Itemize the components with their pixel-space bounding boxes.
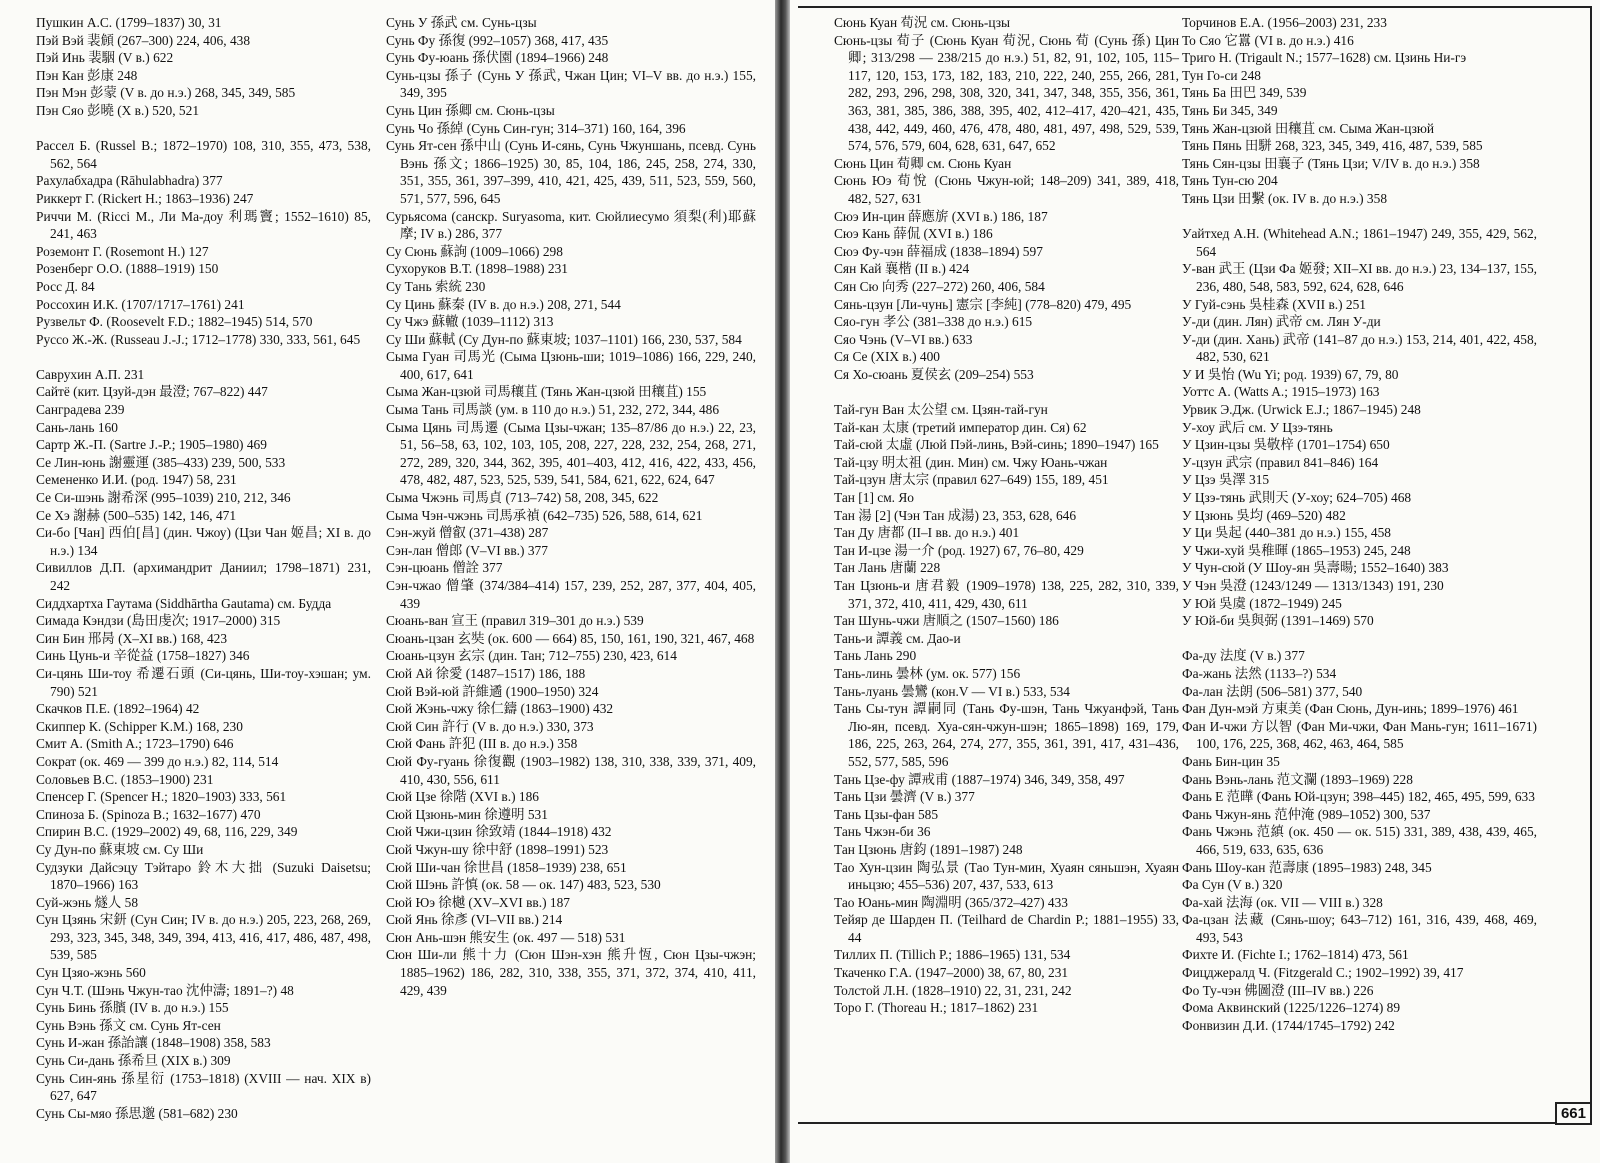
index-entry: Фань Вэнь-лань 范文瀾 (1893–1969) 228 <box>1182 771 1413 787</box>
index-entry: Соловьев В.С. (1853–1900) 231 <box>36 771 214 787</box>
index-entry: Фа-цзан 法藏 (Сянь-шоу; 643–712) 161, 316, 439, 468, 469, 493, 543 <box>1182 912 1537 945</box>
index-entry: Сиддхартха Гаутама (Siddhārtha Gautama) см. Будда <box>36 595 332 611</box>
index-entry: У Гуй-сэнь 吳桂森 (XVII в.) 251 <box>1182 296 1367 312</box>
index-entry: Сайтё (кит. Цзуй-дэн 最澄; 767–822) 447 <box>36 384 268 400</box>
index-entry: У Цзэ 吳澤 315 <box>1182 472 1270 488</box>
index-entry: Фа-жань 法然 (1133–?) 534 <box>1182 665 1337 681</box>
index-entry: Скиппер К. (Schipper K.M.) 168, 230 <box>36 718 243 734</box>
page-number: 661 <box>1555 1102 1592 1125</box>
index-column <box>36 14 371 1122</box>
index-entry: Ткаченко Г.А. (1947–2000) 38, 67, 80, 231 <box>834 965 1069 981</box>
index-entry: Сюй Цзе 徐階 (XVI в.) 186 <box>386 789 539 805</box>
index-column <box>1182 14 1537 1034</box>
index-entry: Се Лин-юнь 謝靈運 (385–433) 239, 500, 533 <box>36 454 286 470</box>
index-entry: Тань-луань 曇鸞 (кон.V — VI в.) 533, 534 <box>834 683 1071 699</box>
index-entry: Тай-кан 太康 (третий император дин. Ся) 62 <box>834 419 1087 435</box>
index-entry: Фань Е 范曄 (Фань Юй-цзун; 398–445) 182, 465, 495, 599, 633 <box>1182 789 1535 805</box>
index-entry: Тянь Тун-сю 204 <box>1182 173 1278 189</box>
index-entry: Рахулабхадра (Rāhulabhadra) 377 <box>36 173 223 189</box>
index-entry: Тань-и 譚義 см. Дао-и <box>834 630 961 646</box>
index-entry: Саврухин А.П. 231 <box>36 366 145 382</box>
index-entry: У Чэн 吳澄 (1243/1249 — 1313/1343) 191, 230 <box>1182 578 1444 593</box>
index-entry: Рассел Б. (Russel B.; 1872–1970) 108, 310, 355, 473, 538, 562, 564 <box>36 138 371 171</box>
index-entry: Фань Бин-цин 35 <box>1182 753 1280 769</box>
index-entry: Тань Сы-тун 譚嗣同 (Тань Фу-шэн, Тань Чжуанфэй, Тань Лю-ян, псевд. Хуа-сян-чжун-шэн; 1865–1898) 169, 179, 186, 225, 263, 264, 274, 277, 355, 361, 391, 417, 431–436, 552, 577, 585, 596 <box>834 701 1179 769</box>
index-entry: Фан Дун-мэй 方東美 (Фан Сюнь, Дун-инь; 1899–1976) 461 <box>1182 701 1519 717</box>
index-entry: Фань Шоу-кан 范壽康 (1895–1983) 248, 345 <box>1182 859 1432 875</box>
index-entry: Рузвельт Ф. (Roosevelt F.D.; 1882–1945) 514, 570 <box>36 314 313 330</box>
index-entry: У-ди (дин. Лян) 武帝 см. Лян У-ди <box>1182 314 1381 330</box>
index-entry: Сэн-чжао 僧肇 (374/384–414) 157, 239, 252, 287, 377, 404, 405, 439 <box>386 578 756 611</box>
index-entry: У-ван 武王 (Цзи Фа 姬發; XII–XI вв. до н.э.) 23, 134–137, 155, 236, 480, 548, 583, 592, 624, 628, 646 <box>1182 261 1537 294</box>
index-entry: У Цзин-цзы 吳敬梓 (1701–1754) 650 <box>1182 437 1390 453</box>
index-entry: Тань Цзы-фан 585 <box>834 806 939 822</box>
index-entry: Тянь Сян-цзы 田襄子 (Тянь Цзи; V/IV в. до н.э.) 358 <box>1182 155 1480 171</box>
index-entry: Тун Го-си 248 <box>1182 67 1261 83</box>
index-entry: Судзуки Дайсэцу Тэйтаро 鈴木大拙 (Suzuki Daisetsu; 1870–1966) 163 <box>36 859 371 893</box>
index-entry: Су Дун-по 蘇東坡 см. Су Ши <box>36 841 204 857</box>
index-entry: Фа Сун (V в.) 320 <box>1182 877 1283 893</box>
index-column <box>386 14 756 999</box>
index-entry: Сюань-цзан 玄奘 (ок. 600 — 664) 85, 150, 161, 190, 321, 467, 468 <box>386 630 755 646</box>
index-entry: У Цзюнь 吳均 (469–520) 482 <box>1182 507 1346 523</box>
index-entry: Сартр Ж.-П. (Sartre J.-P.; 1905–1980) 469 <box>36 437 267 453</box>
index-entry: Сюй Фу-гуань 徐復觀 (1903–1982) 138, 310, 338, 339, 371, 409, 410, 430, 556, 611 <box>386 753 756 787</box>
index-entry: Тянь Пянь 田駢 268, 323, 345, 349, 416, 487, 539, 585 <box>1182 138 1483 154</box>
index-entry: Пэн Мэн 彭蒙 (V в. до н.э.) 268, 345, 349, 585 <box>36 85 296 101</box>
index-entry: Сань-лань 160 <box>36 419 118 435</box>
index-entry: Тан [1] см. Яо <box>834 490 915 506</box>
index-entry: Толстой Л.Н. (1828–1910) 22, 31, 231, 242 <box>834 982 1072 998</box>
index-entry: Сивиллов Д.П. (архимандрит Даниил; 1798–1871) 231, 242 <box>36 560 371 593</box>
index-entry: Сюй Чжун-шу 徐中舒 (1898–1991) 523 <box>386 841 609 857</box>
index-entry: У Юй 吳虞 (1872–1949) 245 <box>1182 595 1342 611</box>
index-entry: Сюэ Ин-цин 薛應旂 (XVI в.) 186, 187 <box>834 208 1048 224</box>
index-entry: Спиноза Б. (Spinoza B.; 1632–1677) 470 <box>36 806 261 822</box>
index-entry: Урвик Э.Дж. (Urwick E.J.; 1867–1945) 248 <box>1182 402 1421 418</box>
index-entry: Сюй Юэ 徐樾 (XV–XVI вв.) 187 <box>386 894 570 910</box>
index-entry: То Сяо 它囂 (VI в. до н.э.) 416 <box>1182 32 1354 48</box>
index-entry: Сянь-цзун [Ли-чунь] 憲宗 [李純] (778–820) 479, 495 <box>834 296 1132 312</box>
index-entry: Розенберг О.О. (1888–1919) 150 <box>36 261 219 277</box>
index-entry: Сурьясома (санскр. Suryasoma, кит. Сюйлиесумо 須梨(利)耶蘇摩; IV в.) 286, 377 <box>386 208 756 242</box>
index-entry: Сыма Чжэнь 司馬貞 (713–742) 58, 208, 345, 622 <box>386 490 659 506</box>
letter-section-gap <box>36 348 371 366</box>
index-entry: Тань Цзе-фу 譚戒甫 (1887–1974) 346, 349, 358, 497 <box>834 771 1125 787</box>
index-entry: Тань Чжэн-би 36 <box>834 824 931 840</box>
index-entry: Фонвизин Д.И. (1744/1745–1792) 242 <box>1182 1017 1395 1033</box>
index-entry: Сунь У 孫武 см. Сунь-цзы <box>386 15 537 30</box>
index-entry: Пэй Вэй 裴頠 (267–300) 224, 406, 438 <box>36 32 251 48</box>
left-page <box>0 0 775 1163</box>
index-entry: Се Хэ 謝赫 (500–535) 142, 146, 471 <box>36 507 237 523</box>
index-entry: Тан И-цзе 湯一介 (род. 1927) 67, 76–80, 429 <box>834 542 1084 558</box>
letter-section-gap <box>1182 630 1537 648</box>
index-entry: Сэн-жуй 僧叡 (371–438) 287 <box>386 525 549 541</box>
index-entry: Сюань-ван 宣王 (правил 319–301 до н.э.) 539 <box>386 613 644 629</box>
index-entry: Санградева 239 <box>36 402 125 418</box>
index-entry: Сунь Ят-сен 孫中山 (Сунь И-сянь, Сунь Чжуншань, псевд. Сунь Вэнь 孫文; 1866–1925) 30, 85, 104, 186, 245, 258, 274, 330, 351, 355, 361, 397–399, 410, 421, 425, 439, 511, 523, 559, 560, 571, 577, 596, 645 <box>386 138 756 206</box>
index-entry: Сян Сю 向秀 (227–272) 260, 406, 584 <box>834 278 1045 294</box>
index-entry: Сюэ Кань 薛侃 (XVI в.) 186 <box>834 226 993 242</box>
index-entry: Ся Се (XIX в.) 400 <box>834 349 940 365</box>
index-entry: Тай-цзу 明太祖 (дин. Мин) см. Чжу Юань-чжан <box>834 454 1108 470</box>
index-entry: Тан Цзюнь-и 唐君毅 (1909–1978) 138, 225, 282, 310, 339, 371, 372, 410, 411, 429, 430, 611 <box>834 578 1179 611</box>
index-entry: У Чун-сюй (У Шоу-ян 吳壽暘; 1552–1640) 383 <box>1182 560 1449 576</box>
index-entry: Ся Хо-сюань 夏侯玄 (209–254) 553 <box>834 366 1034 382</box>
index-entry: Сяо-гун 孝公 (381–338 до н.э.) 615 <box>834 314 1033 330</box>
right-page <box>790 0 1600 1163</box>
index-entry: Сюн Ши-ли 熊十力 (Сюн Шэн-хэн 熊升恆, Сюн Цзы-чжэн; 1885–1962) 186, 282, 310, 338, 355, 371, 372, 374, 410, 411, 429, 439 <box>386 947 756 998</box>
index-entry: Си-цянь Ши-тоу 希遷石頭 (Си-цянь, Ши-тоу-хэшан; ум. 790) 521 <box>36 665 371 699</box>
index-entry: Сунь-цзы 孫子 (Сунь У 孫武, Чжан Цин; VI–V вв. до н.э.) 155, 349, 395 <box>386 67 756 101</box>
index-entry: Тай-гун Ван 太公望 см. Цзян-тай-гун <box>834 402 1048 418</box>
index-entry: Сухоруков В.Т. (1898–1988) 231 <box>386 261 569 277</box>
index-entry: Триго Н. (Trigault N.; 1577–1628) см. Цзинь Ни-гэ <box>1182 50 1467 66</box>
index-entry: Спирин В.С. (1929–2002) 49, 68, 116, 229, 349 <box>36 824 298 840</box>
index-entry: Сюй Жэнь-чжу 徐仁鑄 (1863–1900) 432 <box>386 701 614 717</box>
index-entry: Суй-жэнь 燧人 58 <box>36 894 139 910</box>
index-entry: Сыма Тань 司馬談 (ум. в 110 до н.э.) 51, 232, 272, 344, 486 <box>386 402 720 418</box>
index-entry: Сыма Цянь 司馬遷 (Сыма Цзы-чжан; 135–87/86 до н.э.) 22, 23, 51, 56–58, 63, 102, 103, 105, 208, 227, 228, 232, 254, 268, 271, 272, 289, 320, 344, 362, 395, 401–403, 412, 416, 422, 433, 456, 478, 482, 487, 523, 525, 539, 541, 584, 621, 622, 624, 647 <box>386 419 756 488</box>
index-entry: У И 吳怡 (Wu Yi; род. 1939) 67, 79, 80 <box>1182 366 1399 382</box>
index-entry: У Чжи-хуй 吳稚暉 (1865–1953) 245, 248 <box>1182 542 1411 558</box>
index-entry: Су Цинь 蘇秦 (IV в. до н.э.) 208, 271, 544 <box>386 296 621 312</box>
index-entry: Уоттс А. (Watts A.; 1915–1973) 163 <box>1182 384 1380 400</box>
index-entry: Сюй Ай 徐愛 (1487–1517) 186, 188 <box>386 665 586 681</box>
index-entry: Тай-сюй 太虛 (Люй Пэй-линь, Вэй-синь; 1890–1947) 165 <box>834 437 1159 453</box>
index-entry: Сюй Фань 許犯 (III в. до н.э.) 358 <box>386 736 578 752</box>
index-entry: Сэн-цюань 僧詮 377 <box>386 560 503 576</box>
index-entry: Сюнь Куан 荀況 см. Сюнь-цзы <box>834 15 1010 30</box>
index-entry: Россохин И.К. (1707/1717–1761) 241 <box>36 296 245 312</box>
index-entry: Сунь Фу-юань 孫伏園 (1894–1966) 248 <box>386 50 609 66</box>
index-entry: Уайтхед А.Н. (Whitehead A.N.; 1861–1947) 249, 355, 429, 562, 564 <box>1182 226 1537 259</box>
index-entry: Тао Юань-мин 陶淵明 (365/372–427) 433 <box>834 894 1068 910</box>
index-entry: Фихте И. (Fichte I.; 1762–1814) 473, 561 <box>1182 947 1409 963</box>
index-entry: Пэн Сяо 彭曉 (X в.) 520, 521 <box>36 102 200 118</box>
index-entry: Сюй Вэй-юй 許維遹 (1900–1950) 324 <box>386 683 599 699</box>
index-entry: Сэн-лан 僧郎 (V–VI вв.) 377 <box>386 542 548 558</box>
index-entry: Сунь И-жан 孫詒讓 (1848–1908) 358, 583 <box>36 1035 271 1051</box>
index-entry: Сунь Вэнь 孫文 см. Сунь Ят-сен <box>36 1017 221 1033</box>
index-entry: Фа-хай 法海 (ок. VII — VIII в.) 328 <box>1182 894 1383 910</box>
index-entry: Сюй Цзюнь-мин 徐遵明 531 <box>386 806 548 822</box>
index-entry: Сюань-цзун 玄宗 (дин. Тан; 712–755) 230, 423, 614 <box>386 648 677 664</box>
index-entry: Сюй Син 許行 (V в. до н.э.) 330, 373 <box>386 718 594 734</box>
index-entry: Сыма Жан-цзюй 司馬穰苴 (Тянь Жан-цзюй 田穰苴) 155 <box>386 384 707 400</box>
index-entry: Су Ши 蘇軾 (Су Дун-по 蘇東坡; 1037–1101) 166, 230, 537, 584 <box>386 331 742 347</box>
index-entry: Тан Цзюнь 唐鈞 (1891–1987) 248 <box>834 841 1023 857</box>
index-entry: Сунь Цин 孫卿 см. Сюнь-цзы <box>386 102 555 118</box>
index-entry: Тао Хун-цзин 陶弘景 (Тао Тун-мин, Хуаян сяньшэн, Хуаян иньцзю; 455–536) 207, 437, 533, 613 <box>834 859 1179 893</box>
book-gutter <box>775 0 790 1163</box>
index-entry: Фа-лан 法朗 (506–581) 377, 540 <box>1182 683 1363 699</box>
index-entry: Роземонт Г. (Rosemont H.) 127 <box>36 243 209 259</box>
letter-section-gap <box>834 383 1179 401</box>
index-entry: Сунь Сы-мяо 孫思邈 (581–682) 230 <box>36 1105 238 1121</box>
index-entry: Тань-линь 曇林 (ум. ок. 577) 156 <box>834 665 1021 681</box>
index-entry: Сян Кай 襄楷 (II в.) 424 <box>834 261 970 277</box>
index-entry: Риккерт Г. (Rickert H.; 1863–1936) 247 <box>36 190 254 206</box>
index-entry: Тань Лань 290 <box>834 648 917 664</box>
index-entry: Пэн Кан 彭康 248 <box>36 67 138 83</box>
index-entry: Фа-ду 法度 (V в.) 377 <box>1182 648 1305 664</box>
index-entry: Сун Цзяо-жэнь 560 <box>36 965 146 981</box>
index-entry: Сунь Син-янь 孫星衍 (1753–1818) (XVIII — нач. XIX в) 627, 647 <box>36 1070 371 1104</box>
index-entry: Тан 湯 [2] (Чэн Тан 成湯) 23, 353, 628, 646 <box>834 507 1077 523</box>
index-entry: Су Тань 索統 230 <box>386 278 486 294</box>
index-entry: Сыма Чэн-чжэнь 司馬承禎 (642–735) 526, 588, 614, 621 <box>386 507 703 523</box>
index-entry: Тиллих П. (Tillich P.; 1886–1965) 131, 534 <box>834 947 1071 963</box>
index-entry: Сюэ Фу-чэн 薛福成 (1838–1894) 597 <box>834 243 1043 259</box>
index-entry: Торо Г. (Thoreau H.; 1817–1862) 231 <box>834 1000 1039 1016</box>
index-entry: Сократ (ок. 469 — 399 до н.э.) 82, 114, 514 <box>36 753 279 769</box>
index-entry: Пэй Инь 裴駰 (V в.) 622 <box>36 50 174 66</box>
index-entry: Фань Чжэнь 范縝 (ок. 450 — ок. 515) 331, 389, 438, 439, 465, 466, 519, 633, 635, 636 <box>1182 824 1537 857</box>
index-entry: Фо Ту-чэн 佛圖澄 (III–IV вв.) 226 <box>1182 982 1374 998</box>
index-entry: Сяо Чэнь (V–VI вв.) 633 <box>834 331 973 347</box>
index-entry: Тянь Жан-цзюй 田穰苴 см. Сыма Жан-цзюй <box>1182 120 1435 136</box>
index-entry: Су Сюнь 蘇詢 (1009–1066) 298 <box>386 243 563 259</box>
index-entry: Тан Шунь-чжи 唐順之 (1507–1560) 186 <box>834 613 1059 629</box>
index-entry: Сюй Чжи-цзин 徐致靖 (1844–1918) 432 <box>386 824 612 840</box>
index-entry: Тянь Ба 田巴 349, 539 <box>1182 85 1307 101</box>
index-entry: Сунь Фу 孫復 (992–1057) 368, 417, 435 <box>386 32 609 48</box>
index-entry: Фан И-чжи 方以智 (Фан Ми-чжи, Фан Мань-гун; 1611–1671) 100, 176, 225, 368, 462, 463, 464, 585 <box>1182 718 1537 752</box>
letter-section-gap <box>1182 208 1537 226</box>
index-entry: Сун Цзянь 宋鈃 (Сун Син; IV в. до н.э.) 205, 223, 268, 269, 293, 323, 345, 348, 349, 394, 413, 416, 417, 486, 487, 498, 539, 585 <box>36 912 371 963</box>
index-entry: Фань Чжун-янь 范仲淹 (989–1052) 300, 537 <box>1182 806 1431 822</box>
index-entry: Тянь Цзи 田繫 (ок. IV в. до н.э.) 358 <box>1182 190 1388 206</box>
index-entry: Се Си-шэнь 謝希深 (995–1039) 210, 212, 346 <box>36 490 291 506</box>
index-entry: Тань Цзи 曇濟 (V в.) 377 <box>834 789 975 805</box>
index-entry: Су Чжэ 蘇轍 (1039–1112) 313 <box>386 314 554 330</box>
index-entry: Тан Ду 唐都 (II–I вв. до н.э.) 401 <box>834 525 1020 541</box>
index-entry: Сюй Шэнь 許慎 (ок. 58 — ок. 147) 483, 523, 530 <box>386 877 661 893</box>
index-entry: Сунь Бинь 孫臏 (IV в. до н.э.) 155 <box>36 1000 229 1016</box>
index-entry: Симада Кэндзи (島田虔次; 1917–2000) 315 <box>36 613 281 629</box>
index-entry: Сюнь Юэ 荀悅 (Сюнь Чжун-юй; 148–209) 341, 389, 418, 482, 527, 631 <box>834 173 1179 206</box>
index-entry: Фома Аквинский (1225/1226–1274) 89 <box>1182 1000 1401 1016</box>
index-column <box>834 14 1179 1017</box>
index-entry: Сюнь-цзы 荀子 (Сюнь Куан 荀況, Сюнь 荀 (Сунь 孫) Цин 卿; 313/298 — 238/215 до н.э.) 51, 82, 91, 102, 105, 115–117, 120, 153, 173, 182, 183, 210, 222, 240, 255, 266, 281, 282, 293, 296, 298, 308, 320, 341, 347, 348, 355, 356, 361, 363, 381, 385, 386, 388, 395, 402, 412–417, 420–421, 435, 438, 442, 449, 460, 476, 478, 480, 481, 497, 498, 529, 539, 574, 576, 579, 604, 628, 631, 647, 652 <box>834 32 1179 154</box>
index-entry: Тан Лань 唐蘭 228 <box>834 560 941 576</box>
index-entry: Сюй Янь 徐彥 (VI–VII вв.) 214 <box>386 912 563 928</box>
index-entry: Сыма Гуан 司馬光 (Сыма Цзюнь-ши; 1019–1086) 166, 229, 240, 400, 617, 641 <box>386 349 756 382</box>
index-entry: Торчинов Е.А. (1956–2003) 231, 233 <box>1182 15 1387 30</box>
index-entry: Пушкин А.С. (1799–1837) 30, 31 <box>36 15 222 30</box>
index-entry: Семененко И.И. (род. 1947) 58, 231 <box>36 472 237 488</box>
index-entry: У-хоу 武后 см. У Цзэ-тянь <box>1182 419 1333 435</box>
index-entry: У Юй-би 吳與弼 (1391–1469) 570 <box>1182 613 1374 629</box>
index-entry: Риччи М. (Ricci M., Ли Ма-доу 利瑪竇; 1552–1610) 85, 241, 463 <box>36 208 371 242</box>
index-entry: Росс Д. 84 <box>36 278 95 294</box>
index-entry: Фицджералд Ч. (Fitzgerald C.; 1902–1992) 39, 417 <box>1182 965 1464 981</box>
index-entry: У-ди (дин. Хань) 武帝 (141–87 до н.э.) 153, 214, 401, 422, 458, 482, 530, 621 <box>1182 331 1537 365</box>
index-entry: Сунь Чо 孫綽 (Сунь Син-гун; 314–371) 160, 164, 396 <box>386 120 686 136</box>
index-entry: Сюй Ши-чан 徐世昌 (1858–1939) 238, 651 <box>386 859 627 875</box>
index-entry: Тай-цзун 唐太宗 (правил 627–649) 155, 189, 451 <box>834 472 1109 488</box>
index-entry: Смит А. (Smith A.; 1723–1790) 646 <box>36 736 234 752</box>
index-entry: Сунь Си-дань 孫希旦 (XIX в.) 309 <box>36 1053 231 1069</box>
index-entry: Синь Цунь-и 辛從益 (1758–1827) 346 <box>36 648 250 664</box>
index-entry: У Цзэ-тянь 武則天 (У-хоу; 624–705) 468 <box>1182 490 1412 506</box>
index-entry: Спенсер Г. (Spencer H.; 1820–1903) 333, 561 <box>36 789 287 805</box>
index-entry: Син Бин 邢昺 (X–XI вв.) 168, 423 <box>36 630 228 646</box>
index-entry: Руссо Ж.-Ж. (Russeau J.-J.; 1712–1778) 330, 333, 561, 645 <box>36 331 361 347</box>
index-entry: Скачков П.Е. (1892–1964) 42 <box>36 701 200 717</box>
index-entry: Си-бо [Чан] 西伯[昌] (дин. Чжоу) (Цзи Чан 姬昌; XI в. до н.э.) 134 <box>36 525 371 558</box>
index-entry: У-цзун 武宗 (правил 841–846) 164 <box>1182 454 1379 470</box>
index-entry: Сюнь Цин 荀卿 см. Сюнь Куан <box>834 155 1012 171</box>
letter-section-gap <box>36 120 371 138</box>
index-entry: Тянь Би 345, 349 <box>1182 102 1278 118</box>
index-entry: Сун Ч.Т. (Шэнь Чжун-тао 沈仲濤; 1891–?) 48 <box>36 982 294 998</box>
index-entry: Сюн Ань-шэн 熊安生 (ок. 497 — 518) 531 <box>386 929 626 945</box>
index-entry: Тейяр де Шарден П. (Teilhard de Chardin P.; 1881–1955) 33, 44 <box>834 912 1179 945</box>
index-entry: У Ци 吳起 (440–381 до н.э.) 155, 458 <box>1182 525 1391 541</box>
